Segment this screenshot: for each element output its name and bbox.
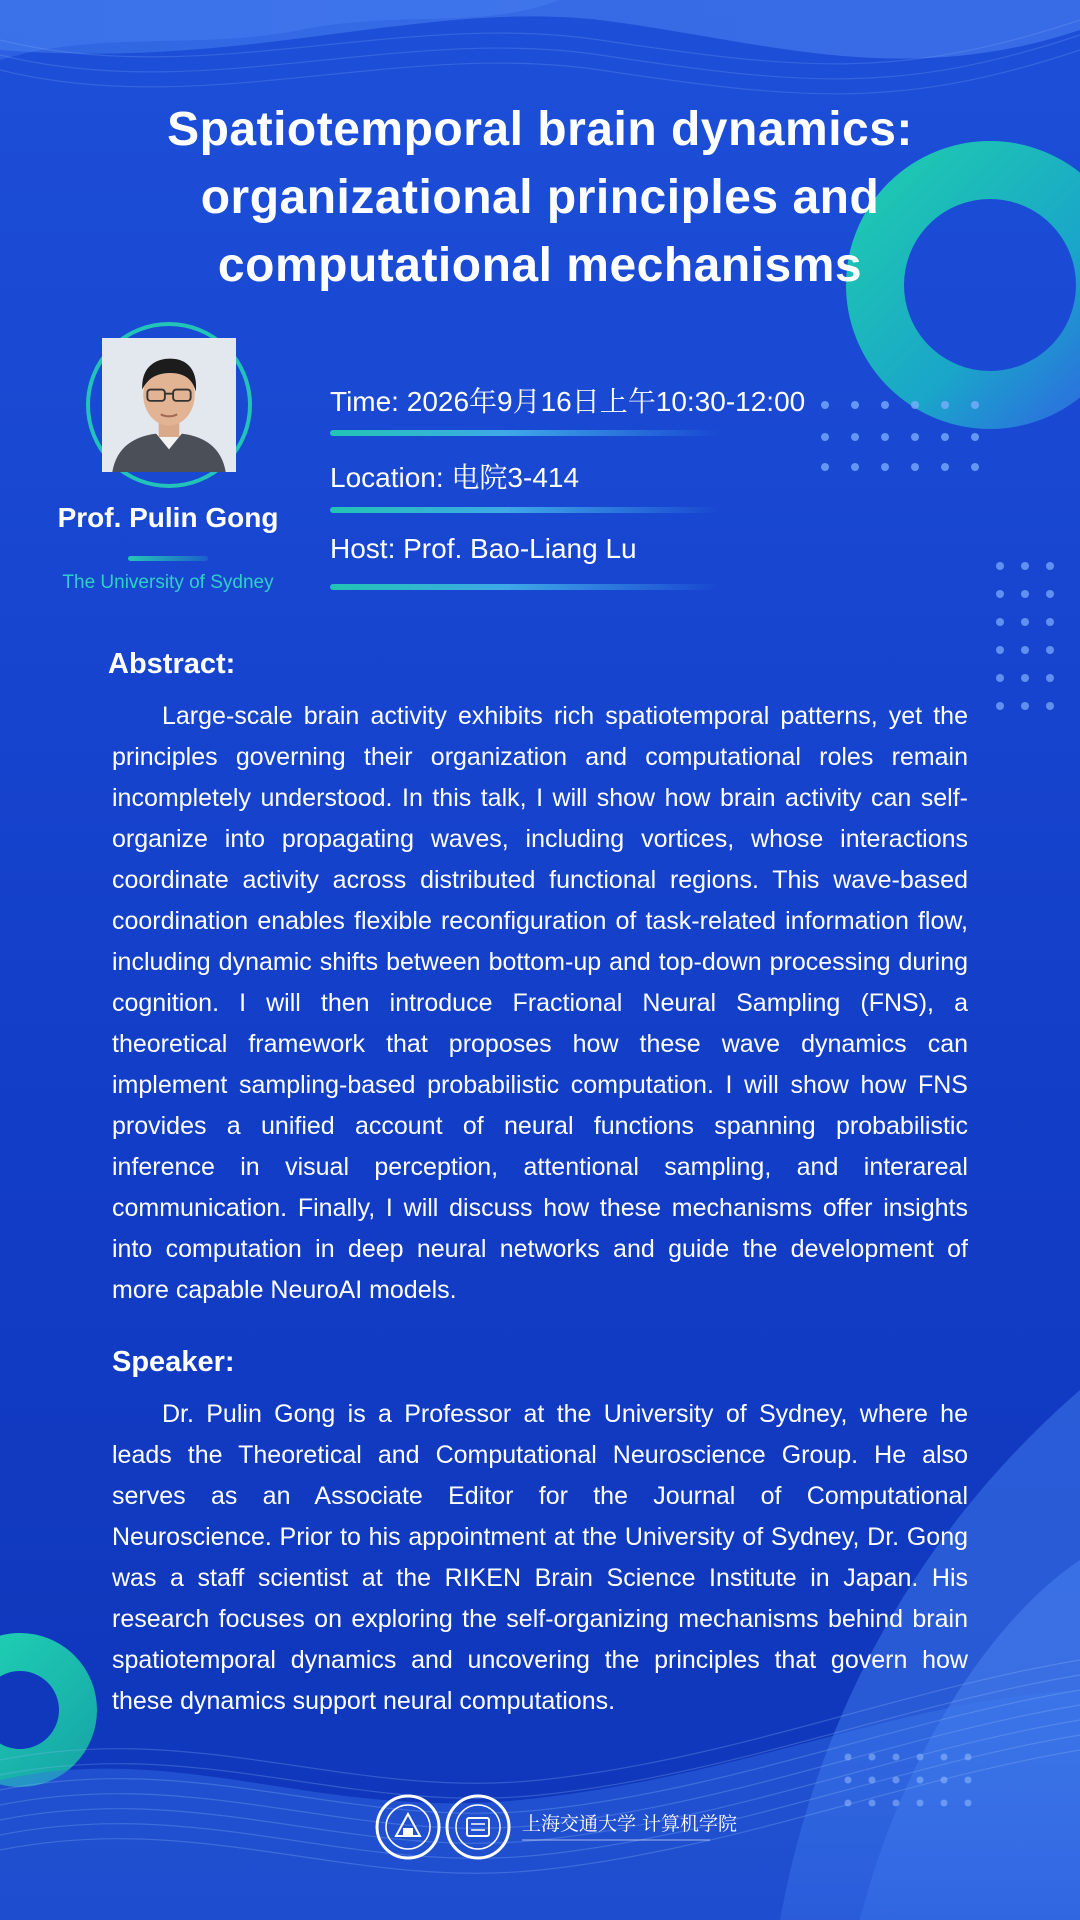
host-divider xyxy=(330,584,720,590)
location-divider xyxy=(330,507,720,513)
name-underline xyxy=(128,556,208,561)
school-seal-icon xyxy=(447,1796,509,1858)
speaker-avatar-ring xyxy=(86,322,252,488)
university-seal-icon xyxy=(377,1796,439,1858)
speaker-affiliation: The University of Sydney xyxy=(62,572,274,593)
speaker-heading: Speaker: xyxy=(112,1346,235,1378)
talk-title-line: Spatiotemporal brain dynamics: xyxy=(167,103,913,156)
abstract-text: Large-scale brain activity exhibits rich spatiotemporal patterns, yet the principles governing their organization and computational roles remain incompletely understood. In this talk, I will show how brain activity can self-organize into propagating waves, including vortices, whose interactions coordinate activity across distributed functional regions. This wave-based coordination enables flexible reconfiguration of task-related information flow, including dynamic shifts between bottom-up and top-down processing during cognition. I will then introduce Fractional Neural Sampling (FNS), a theoretical framework that proposes how these wave dynamics can implement sampling-based probabilistic computation. I will show how FNS provides a unified account of neural functions spanning probabilistic inference in visual perception, attentional sampling, and interareal communication. Finally, I will discuss how these mechanisms offer insights into computation in deep neural networks and guide the development of more capable NeuroAI models. xyxy=(112,702,968,1304)
abstract-heading: Abstract: xyxy=(108,648,236,680)
talk-title-line: computational mechanisms xyxy=(217,239,863,292)
time-divider xyxy=(330,430,720,436)
footer-logo-text: 上海交通大学 计算机学院 xyxy=(522,1813,738,1835)
speaker-name: Prof. Pulin Gong xyxy=(57,502,279,533)
speaker-bio-text: Dr. Pulin Gong is a Professor at the University of Sydney, where he leads the Theoretical and Computational Neuroscience Group. He also serves as an Associate Editor for the Journal of Computational Neuroscience. Prior to his appointment at the University of Sydney, Dr. Gong was a staff scientist at the RIKEN Brain Science Institute in Japan. His research focuses on exploring the self-organizing mechanisms behind brain spatiotemporal dynamics and uncovering the principles that govern how these dynamics support neural computations. xyxy=(112,1400,968,1715)
footer-logos xyxy=(374,1792,738,1862)
talk-title xyxy=(100,96,980,300)
event-host: Host: Prof. Bao-Liang Lu xyxy=(330,533,637,564)
event-location: Location: 电院3-414 xyxy=(330,462,580,493)
event-time: Time: 2026年9月16日上午10:30-12:00 xyxy=(330,386,806,417)
talk-title-line: organizational principles and xyxy=(200,171,880,224)
speaker-photo xyxy=(102,338,236,472)
